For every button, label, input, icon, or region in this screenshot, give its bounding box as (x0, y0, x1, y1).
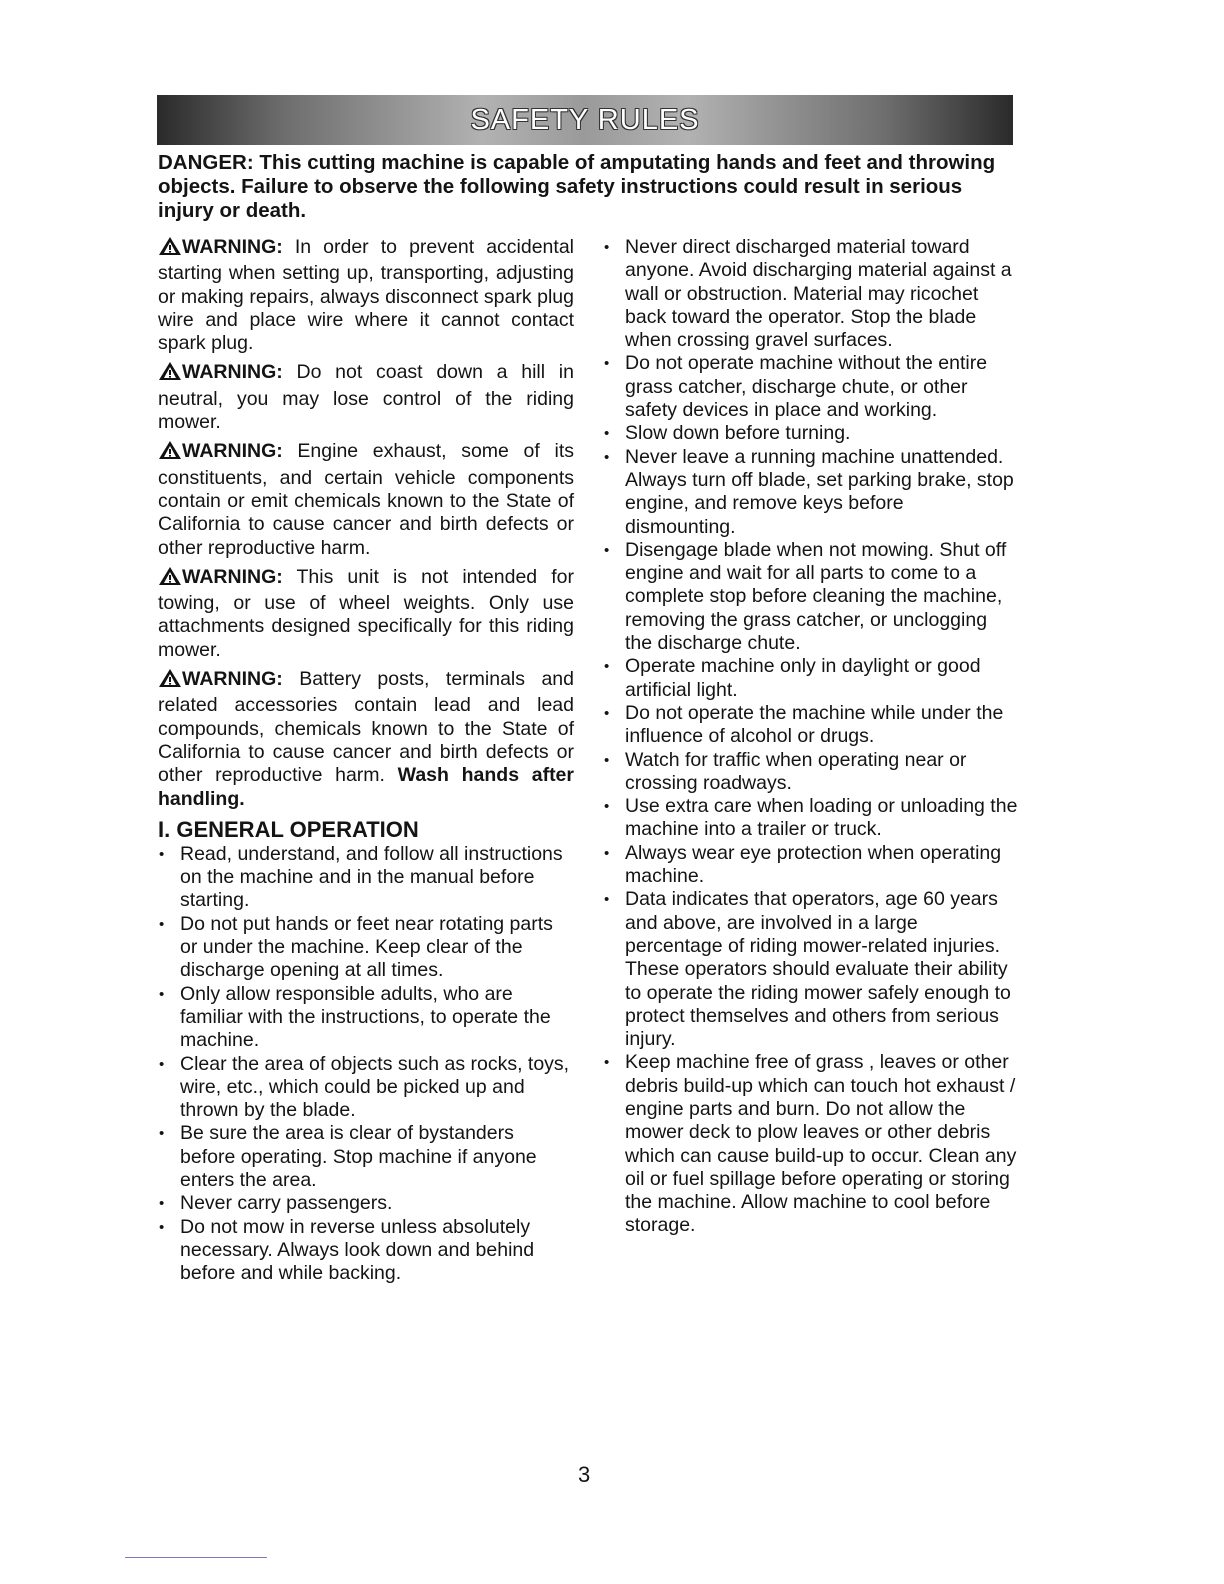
warning-triangle-icon (158, 566, 182, 592)
warning-paragraph (158, 236, 574, 355)
bullet-item: • Only allow responsible adults, who are familiar with the instructions, to operate the machine. (158, 983, 574, 1053)
warning-text: This unit is not intended for towing, or use of wheel weights. Only use attachments designed specifically for this riding mower. (158, 565, 574, 661)
warning-triangle-icon (158, 361, 182, 387)
safety-rules-banner (157, 95, 1013, 145)
warning-paragraph (158, 440, 574, 559)
bullet-item: • Read, understand, and follow all instructions on the machine and in the manual before starting. (158, 843, 574, 913)
bullet-item: • Never carry passengers. (158, 1192, 574, 1215)
warning-paragraph (158, 566, 574, 662)
warning-label: WARNING: (182, 440, 283, 463)
bullet-item: • Keep machine free of grass , leaves or other debris build-up which can touch hot exhaust / engine parts and burn. Do not allow the mower deck to plow leaves or other debris which can cause build-up to occur. Clean any oil or fuel spillage before operating or storing the machine. Allow machine to cool before storage. (603, 1051, 1019, 1237)
page-number: 3 (578, 1462, 591, 1487)
bullet-item: • Do not operate the machine while under the influence of alcohol or drugs. (603, 702, 1019, 749)
bullet-item: • Always wear eye protection when operating machine. (603, 842, 1019, 889)
bullet-item: • Clear the area of objects such as rocks, toys, wire, etc., which could be picked up and thrown by the blade. (158, 1053, 574, 1123)
footer-rule (125, 1557, 267, 1558)
bullet-item: • Never direct discharged material toward anyone. Avoid discharging material against a wall or obstruction. Material may ricochet back toward the operator. Stop the blade when crossing gravel surfaces. (603, 236, 1019, 352)
warnings-list (158, 236, 574, 811)
warning-text: Battery posts, terminals and related accessories contain lead and lead compounds, chemicals known to the State of California to cause cancer and birth defects or other reproductive harm. (158, 668, 574, 787)
banner-title: SAFETY RULES (470, 103, 700, 136)
bullet-item: • Disengage blade when not mowing. Shut off engine and wait for all parts to come to a complete stop before cleaning the machine, removing the grass catcher, or unclogging the discharge chute. (603, 539, 1019, 655)
warning-text: In order to prevent accidental starting when setting up, transporting, adjusting or making repairs, always disconnect spark plug wire and place wire where it cannot contact spark plug. (158, 236, 574, 355)
warning-label: WARNING: (182, 361, 283, 384)
warning-paragraph (158, 668, 574, 811)
warning-label: WARNING: (182, 565, 283, 588)
warning-triangle-icon (158, 668, 182, 694)
bullet-item: • Slow down before turning. (603, 422, 1019, 445)
bullet-item: • Use extra care when loading or unloading the machine into a trailer or truck. (603, 795, 1019, 842)
bullet-item: • Never leave a running machine unattended. Always turn off blade, set parking brake, stop engine, and remove keys before dismounting. (603, 446, 1019, 539)
warning-text: Do not coast down a hill in neutral, you may lose control of the riding mower. (158, 361, 574, 434)
warning-paragraph (158, 361, 574, 434)
warning-label: WARNING: (182, 668, 283, 691)
warning-label: WARNING: (182, 236, 283, 258)
bullet-item: • Watch for traffic when operating near or crossing roadways. (603, 749, 1019, 796)
bullet-item: • Do not mow in reverse unless absolutely necessary. Always look down and behind before and while backing. (158, 1216, 574, 1286)
section-heading: I. GENERAL OPERATION (158, 816, 419, 842)
warning-text: Engine exhaust, some of its constituents, and certain vehicle components contain or emit chemicals known to the State of California to cause cancer and birth defects or other reproductive harm. (158, 440, 574, 559)
bullet-item: • Do not put hands or feet near rotating parts or under the machine. Keep clear of the discharge opening at all times. (158, 913, 574, 983)
right-bullet-list (603, 236, 1019, 1238)
danger-statement: DANGER: This cutting machine is capable of amputating hands and feet and throwing objects. Failure to observe the following safety instructions could result in serious injury or death. (158, 151, 996, 222)
warning-bold-note: Wash hands after handling. (158, 764, 574, 810)
bullet-item: • Operate machine only in daylight or good artificial light. (603, 655, 1019, 702)
left-bullet-list (158, 843, 574, 1286)
warning-triangle-icon (158, 236, 182, 262)
bullet-item: • Be sure the area is clear of bystanders before operating. Stop machine if anyone enters the area. (158, 1122, 574, 1192)
warning-triangle-icon (158, 440, 182, 466)
left-column (158, 236, 574, 1285)
bullet-item: • Do not operate machine without the entire grass catcher, discharge chute, or other safety devices in place and working. (603, 352, 1019, 422)
right-column (603, 236, 1019, 1238)
bullet-item: • Data indicates that operators, age 60 years and above, are involved in a large percentage of riding mower-related injuries. These operators should evaluate their ability to operate the riding mower safely enough to protect themselves and others from serious injury. (603, 888, 1019, 1051)
